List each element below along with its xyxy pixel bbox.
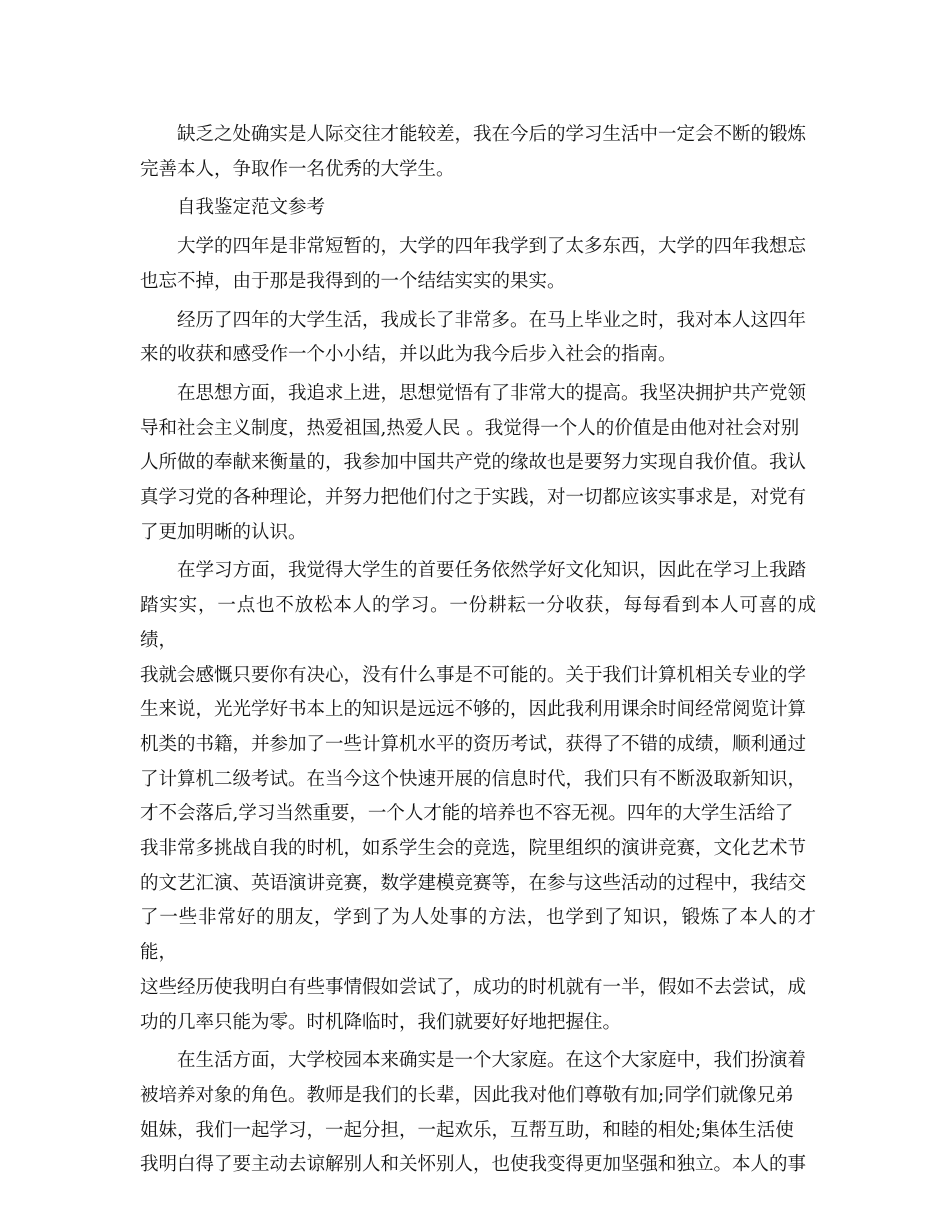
- paragraph-growth: 经历了四年的大学生活，我成长了非常多。在马上毕业之时，我对本人这四年 来的收获和感受作一个小小结，并以此为我今后步入社会的指南。: [140, 309, 807, 366]
- paragraph-four-years: 大学的四年是非常短暂的，大学的四年我学到了太多东西，大学的四年我想忘 也忘不掉，由于那是我得到的一个结结实实的果实。: [140, 236, 807, 292]
- paragraph-intro-shortcoming: 缺乏之处确实是人际交往才能较差，我在今后的学习生活中一定会不断的锻炼 完善本人，争取作一名优秀的大学生。: [140, 124, 807, 180]
- paragraph-life: 在生活方面，大学校园本来确实是一个大家庭。在这个大家庭中，我们扮演着 被培养对象的角色。教师是我们的长辈，因此我对他们尊敬有加;同学们就像兄弟 姐妹，我们一起学习，一起分担，一起欢乐，互帮互助，和睦的相处;集体生活使 我明白得了要主动去谅解别人和关怀别人，也使我变得更加坚强和独立。本人的事: [140, 1050, 807, 1176]
- document-body: [140, 118, 816, 1187]
- paragraph-study: 在学习方面，我觉得大学生的首要任务依然学好文化知识，因此在学习上我踏 踏实实，一点也不放松本人的学习。一份耕耘一分收获，每每看到本人可喜的成绩， 我就会感慨只要你有决心，没有什么事是不可能的。关于我们计算机相关专业的学 生来说，光光学好书本上的知识是远远不够的，因此我利用课余时间经常阅览计算 机类的书籍，并参加了一些计算机水平的资历考试，获得了不错的成绩，顺利通过 了计算机二级考试。在当今这个快速开展的信息时代，我们只有不断汲取新知识， 才不会落后,学习当然重要，一个人才能的培养也不容无视。四年的大学生活给了 我非常多挑战自我的时机，如系学生会的竞选，院里组织的演讲竞赛，文化艺术节 的文艺汇演、英语演讲竞赛，数学建模竞赛等，在参与这些活动的过程中，我结交 了一些非常好的朋友，学到了为人处事的方法，也学到了知识，锻炼了本人的才能， 这些经历使我明白有些事情假如尝试了，成功的时机就有一半，假如不去尝试，成 功的几率只能为零。时机降临时，我们就要好好地把握住。: [140, 560, 816, 1033]
- paragraph-ideology: 在思想方面，我追求上进，思想觉悟有了非常大的提高。我坚决拥护共产党领 导和社会主义制度，热爱祖国,热爱人民 。我觉得一个人的价值是由他对社会对别 人所做的奉献来衡量的，我参加中国共产党的缘故也是要努力实现自我价值。我认 真学习党的各种理论，并努力把他们付之于实践，对一切都应该实事求是，对党有 了更加明晰的认识。: [140, 382, 807, 543]
- section-heading: 自我鉴定范文参考: [177, 197, 326, 219]
